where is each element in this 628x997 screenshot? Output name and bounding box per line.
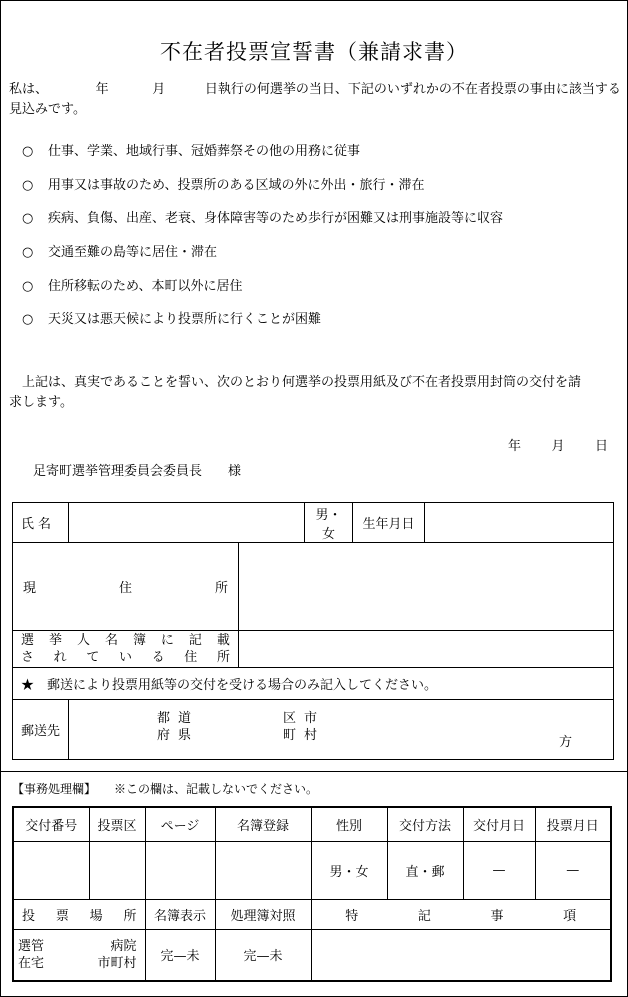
office-place-values — [13, 929, 145, 981]
name-input[interactable] — [69, 503, 305, 543]
place-char: 所 — [123, 908, 137, 924]
registry-char: 人 — [76, 633, 90, 648]
date-day: 日 — [594, 439, 608, 454]
office-separator — [0, 771, 628, 772]
option-circle: ○ — [22, 279, 34, 294]
address-label-char: 住 — [118, 581, 132, 596]
place-left: 選管 — [18, 938, 45, 954]
place-char: 場 — [89, 908, 103, 924]
declaration-line2: 求します。 — [9, 395, 73, 410]
office-gender-value: 男・女 — [311, 841, 387, 899]
office-done-2: 完—未 — [215, 929, 311, 981]
option-circle: ○ — [22, 211, 34, 226]
option-circle: ○ — [22, 312, 34, 327]
intro-line2: 見込みです。 — [9, 102, 86, 117]
notes-char: 記 — [417, 908, 431, 924]
option-item — [22, 140, 360, 159]
place-char: 投 — [22, 908, 36, 924]
registry-char: 名 — [104, 633, 118, 648]
notes-char: 項 — [563, 908, 577, 924]
office-header: 交付番号 — [13, 807, 89, 841]
intro-watashi: 私は、 — [9, 82, 49, 97]
office-heading: 【事務処理欄】 ※この欄は、記載しないでください。 — [12, 782, 319, 796]
option-item — [22, 308, 321, 327]
office-table — [12, 806, 612, 982]
office-method-value: 直・郵 — [387, 841, 463, 899]
place-right: 市町村 — [97, 955, 137, 971]
option-circle: ○ — [22, 245, 34, 260]
registry-char: 記 — [188, 633, 202, 648]
intro-paragraph — [9, 80, 621, 120]
name-label-char: 名 — [37, 517, 51, 532]
declaration-paragraph — [9, 373, 621, 413]
option-item — [22, 275, 242, 294]
option-item — [22, 207, 503, 226]
office-header: 投票月日 — [535, 807, 611, 841]
option-text: 用事又は事故のため、投票所のある区域の外に外出・旅行・滞在 — [48, 178, 425, 193]
office-header: 交付方法 — [387, 807, 463, 841]
registry-char: る — [151, 650, 165, 665]
intro-year: 年 — [95, 82, 109, 97]
registry-char: 載 — [216, 633, 230, 648]
option-text: 交通至難の島等に居住・滞在 — [48, 245, 218, 260]
name-label — [13, 503, 69, 543]
notes-char: 特 — [345, 908, 359, 924]
office-registry-check-label: 処理簿対照 — [215, 899, 311, 929]
shi-char: 市 — [304, 711, 318, 726]
office-value-cell — [215, 841, 311, 899]
registry-address-label — [13, 631, 239, 668]
option-item — [22, 241, 217, 260]
document-title: 不在者投票宣誓書（兼請求書） — [160, 40, 468, 64]
registry-char: 住 — [184, 650, 198, 665]
current-address-label — [13, 543, 239, 631]
mail-notice: ★ 郵送により投票用紙等の交付を受ける場合のみ記入してください。 — [13, 668, 614, 700]
office-header: 交付月日 — [463, 807, 535, 841]
mail-destination-input[interactable] — [69, 700, 614, 760]
birthdate-label: 生年月日 — [353, 503, 425, 543]
option-circle: ○ — [22, 178, 34, 193]
machi-char: 町 — [283, 728, 297, 743]
office-notes-value — [311, 929, 611, 981]
registry-char: 選 — [21, 633, 35, 648]
registry-char: い — [118, 650, 132, 665]
gender-cell[interactable]: 男・女 — [305, 503, 353, 543]
mail-destination-label: 郵送先 — [13, 700, 69, 760]
option-text: 仕事、学業、地域行事、冠婚葬祭その他の用務に従事 — [48, 144, 361, 159]
ku-char: 区 — [283, 711, 297, 726]
office-vote-date-dash: — — [535, 841, 611, 899]
registry-char: 簿 — [132, 633, 146, 648]
option-text: 天災又は悪天候により投票所に行くことが困難 — [48, 312, 322, 327]
office-value-cell — [89, 841, 145, 899]
application-table — [12, 502, 614, 760]
place-left: 在宅 — [18, 955, 45, 971]
office-header: ページ — [145, 807, 215, 841]
office-place-label — [13, 899, 145, 929]
address-label-char: 所 — [214, 581, 228, 596]
intro-month: 月 — [152, 82, 166, 97]
mura-char: 村 — [304, 728, 318, 743]
name-label-char: 氏 — [21, 517, 35, 532]
registry-char: に — [160, 633, 174, 648]
office-value-cell — [13, 841, 89, 899]
kushichoson-labels — [283, 710, 317, 744]
current-address-input[interactable] — [239, 543, 614, 631]
address-label-char: 現 — [23, 581, 37, 596]
office-value-cell — [145, 841, 215, 899]
office-done-1: 完—未 — [145, 929, 215, 981]
place-char: 票 — [55, 908, 69, 924]
place-right: 病院 — [110, 938, 137, 954]
date-line — [508, 435, 608, 454]
fu-char: 府 — [157, 728, 171, 743]
birthdate-input[interactable] — [425, 503, 614, 543]
do-char: 道 — [178, 711, 192, 726]
option-item — [22, 174, 424, 193]
date-year: 年 — [508, 439, 522, 454]
kata-label: 方 — [559, 735, 573, 750]
registry-char: さ — [21, 650, 35, 665]
office-header: 名簿登録 — [215, 807, 311, 841]
declaration-line1: 上記は、真実であることを誓い、次のとおり何選挙の投票用紙及び不在者投票用封筒の交付を請 — [22, 375, 582, 390]
option-text: 疾病、負傷、出産、老衰、身体障害等のため歩行が困難又は刑事施設等に収容 — [48, 211, 504, 226]
registry-char: 所 — [216, 650, 230, 665]
date-month: 月 — [551, 439, 565, 454]
registry-char: て — [86, 650, 100, 665]
registry-char: 挙 — [48, 633, 62, 648]
notes-char: 事 — [490, 908, 504, 924]
office-header: 性別 — [311, 807, 387, 841]
addressee: 足寄町選挙管理委員会委員長 様 — [33, 464, 242, 479]
office-registry-display-label: 名簿表示 — [145, 899, 215, 929]
office-notes-label — [311, 899, 611, 929]
option-text: 住所移転のため、本町以外に居住 — [48, 279, 243, 294]
intro-rest: 日執行の何選挙の当日、下記のいずれかの不在者投票の事由に該当する — [204, 82, 621, 97]
registry-address-input[interactable] — [239, 631, 614, 668]
option-circle: ○ — [22, 144, 34, 159]
todofuken-labels — [157, 710, 191, 744]
ken-char: 県 — [178, 728, 192, 743]
todo-char: 都 — [157, 711, 171, 726]
office-header: 投票区 — [89, 807, 145, 841]
office-issue-date-dash: — — [463, 841, 535, 899]
registry-char: れ — [53, 650, 67, 665]
